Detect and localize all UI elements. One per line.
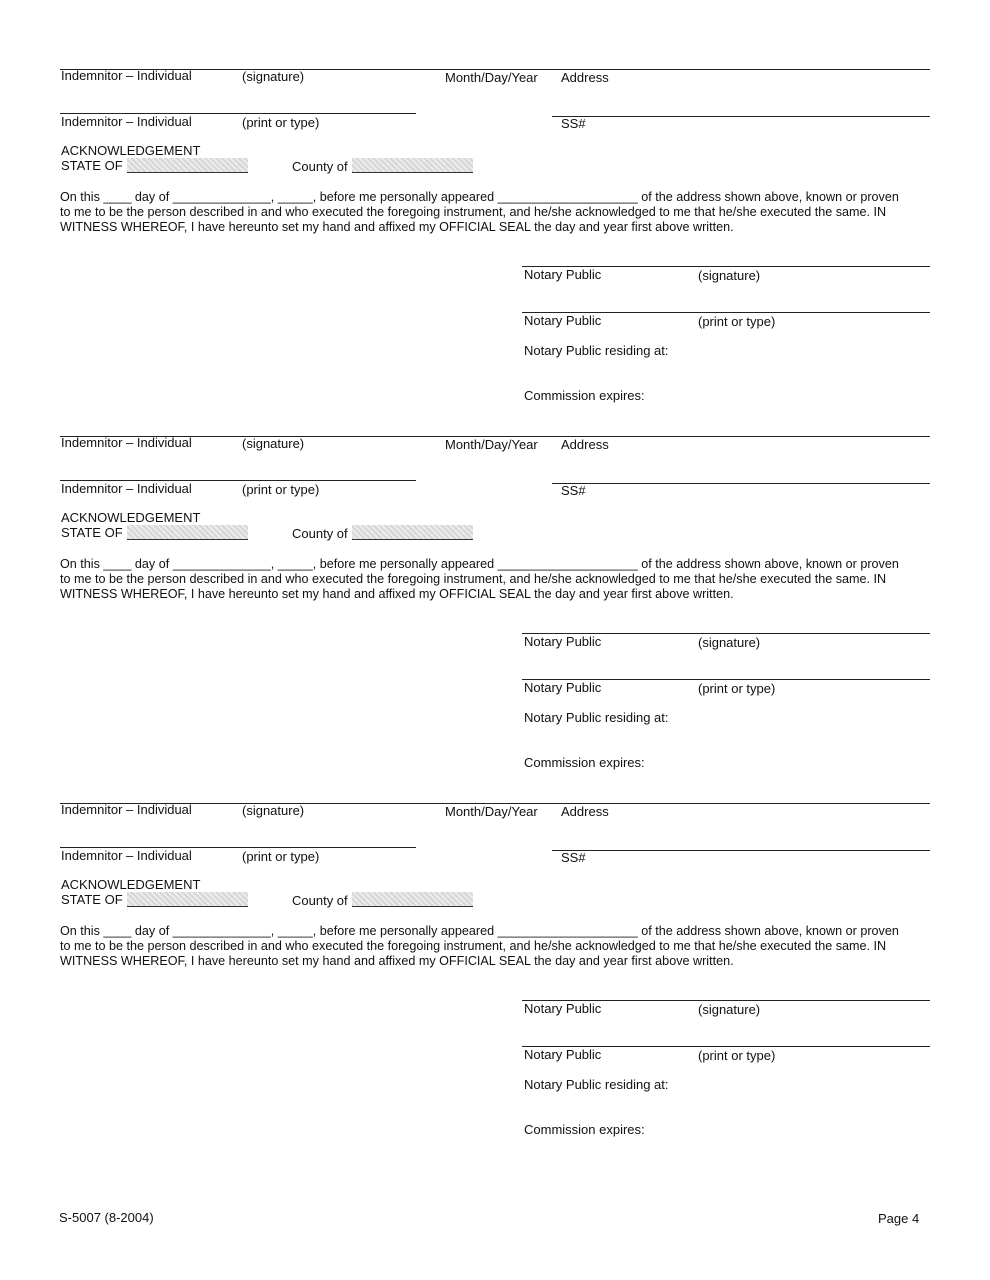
notary-residing-label: Notary Public residing at: xyxy=(524,710,669,725)
paragraph-line-2: to me to be the person described in and who executed the foregoing instrument, and he/she acknowledged to me that he/she executed the same. IN xyxy=(60,572,887,586)
county-field[interactable] xyxy=(352,892,473,907)
notary-print-label: Notary Public xyxy=(524,1047,602,1062)
address-label: Address xyxy=(561,804,609,819)
acknowledgement-title: ACKNOWLEDGEMENT xyxy=(61,877,201,892)
indemnitor-print-label: Indemnitor – Individual xyxy=(61,481,192,496)
address-label: Address xyxy=(561,437,609,452)
notary-print-label: Notary Public xyxy=(524,313,602,328)
page-number: Page 4 xyxy=(878,1211,920,1226)
state-field[interactable] xyxy=(127,892,248,907)
notary-signature-label: Notary Public xyxy=(524,1001,602,1016)
notary-print-label: Notary Public xyxy=(524,680,602,695)
acknowledgement-paragraph xyxy=(60,557,930,602)
indemnitor-block-3 xyxy=(0,734,990,1154)
indemnitor-print-label: Indemnitor – Individual xyxy=(61,848,192,863)
acknowledgement-paragraph xyxy=(60,924,930,969)
ss-label: SS# xyxy=(561,116,586,131)
county-label: County of xyxy=(292,159,348,174)
paragraph-line-1: On this ____ day of ______________, _____, before me personally appeared ____________________ of the address shown above, known or proven xyxy=(60,924,899,938)
county-label: County of xyxy=(292,893,348,908)
paragraph-line-3: WITNESS WHEREOF, I have hereunto set my hand and affixed my OFFICIAL SEAL the day and year first above written. xyxy=(60,954,734,968)
notary-print-caption: (print or type) xyxy=(698,314,776,329)
notary-signature-caption: (signature) xyxy=(698,268,761,283)
notary-print-caption: (print or type) xyxy=(698,1048,776,1063)
address-line[interactable] xyxy=(552,116,930,117)
commission-expires-label: Commission expires: xyxy=(524,388,645,403)
paragraph-line-2: to me to be the person described in and who executed the foregoing instrument, and he/she acknowledged to me that he/she executed the same. IN xyxy=(60,205,887,219)
county-label: County of xyxy=(292,526,348,541)
indemnitor-print-label: Indemnitor – Individual xyxy=(61,114,192,129)
county-field[interactable] xyxy=(352,158,473,173)
state-label: STATE OF xyxy=(61,892,123,907)
indemnitor-signature-label: Indemnitor – Individual xyxy=(61,68,192,83)
date-label: Month/Day/Year xyxy=(445,437,538,452)
commission-expires-label: Commission expires: xyxy=(524,755,645,770)
paragraph-line-2: to me to be the person described in and who executed the foregoing instrument, and he/she acknowledged to me that he/she executed the same. IN xyxy=(60,939,887,953)
county-field[interactable] xyxy=(352,525,473,540)
state-label: STATE OF xyxy=(61,525,123,540)
date-label: Month/Day/Year xyxy=(445,804,538,819)
print-caption: (print or type) xyxy=(242,115,320,130)
indemnitor-block-2 xyxy=(0,367,990,787)
acknowledgement-title: ACKNOWLEDGEMENT xyxy=(61,510,201,525)
notary-signature-caption: (signature) xyxy=(698,635,761,650)
notary-print-caption: (print or type) xyxy=(698,681,776,696)
address-line[interactable] xyxy=(552,850,930,851)
form-number: S-5007 (8-2004) xyxy=(59,1210,154,1225)
date-label: Month/Day/Year xyxy=(445,70,538,85)
paragraph-line-1: On this ____ day of ______________, _____, before me personally appeared ____________________ of the address shown above, known or proven xyxy=(60,557,899,571)
indemnitor-signature-label: Indemnitor – Individual xyxy=(61,802,192,817)
commission-expires-label: Commission expires: xyxy=(524,1122,645,1137)
notary-signature-label: Notary Public xyxy=(524,267,602,282)
acknowledgement-title: ACKNOWLEDGEMENT xyxy=(61,143,201,158)
notary-residing-label: Notary Public residing at: xyxy=(524,1077,669,1092)
paragraph-line-3: WITNESS WHEREOF, I have hereunto set my hand and affixed my OFFICIAL SEAL the day and year first above written. xyxy=(60,220,734,234)
ss-label: SS# xyxy=(561,483,586,498)
acknowledgement-paragraph xyxy=(60,190,930,235)
indemnitor-signature-label: Indemnitor – Individual xyxy=(61,435,192,450)
address-line[interactable] xyxy=(552,483,930,484)
notary-signature-caption: (signature) xyxy=(698,1002,761,1017)
notary-residing-label: Notary Public residing at: xyxy=(524,343,669,358)
address-label: Address xyxy=(561,70,609,85)
indemnitor-block-1 xyxy=(0,0,990,420)
signature-caption: (signature) xyxy=(242,436,305,451)
notary-signature-label: Notary Public xyxy=(524,634,602,649)
print-caption: (print or type) xyxy=(242,849,320,864)
state-label: STATE OF xyxy=(61,158,123,173)
print-caption: (print or type) xyxy=(242,482,320,497)
state-field[interactable] xyxy=(127,525,248,540)
paragraph-line-1: On this ____ day of ______________, _____, before me personally appeared ____________________ of the address shown above, known or proven xyxy=(60,190,899,204)
state-field[interactable] xyxy=(127,158,248,173)
paragraph-line-3: WITNESS WHEREOF, I have hereunto set my hand and affixed my OFFICIAL SEAL the day and year first above written. xyxy=(60,587,734,601)
ss-label: SS# xyxy=(561,850,586,865)
signature-caption: (signature) xyxy=(242,69,305,84)
signature-caption: (signature) xyxy=(242,803,305,818)
